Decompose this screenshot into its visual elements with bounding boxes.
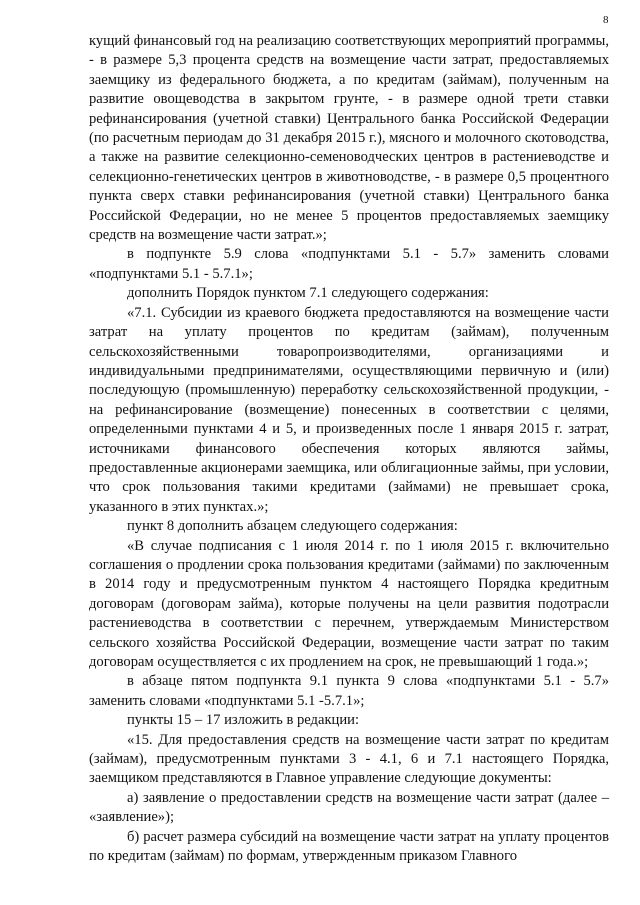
paragraph-item-b: б) расчет размера субсидий на возмещение части затрат на уплату процентов по кредитам (займам) по формам, утвержденным приказом Главного: [89, 828, 609, 865]
paragraph-point-8-text: «В случае подписания с 1 июля 2014 г. по 1 июля 2015 г. включительно соглашения о продлении срока пользования кредитами (займами) по заключенным в 2014 году и предусмотренным пунктом 4 настоящего Порядка кредитным договорам (договорам займа), которые получены на цели развития подотрасли растениеводства в соответствии с перечнем, утверждаемым Министерством сельского хозяйства Российской Федерации, возмещение части затрат по таким договорам осуществляется с их продлением на срок, не превышающий 1 года.»;: [89, 537, 609, 670]
paragraph-item-a: а) заявление о предоставлении средств на возмещение части затрат (далее – «заявление»);: [89, 789, 609, 826]
paragraph-point-15-text: «15. Для предоставления средств на возмещение части затрат по кредитам (займам), предусмотренным пунктами 3 - 4.1, 6 и 7.1 настоящего Порядка, заемщиком представляются в Главное управление следующие документы:: [89, 731, 609, 787]
paragraph-add-point-7-1: дополнить Порядок пунктом 7.1 следующего содержания:: [127, 285, 489, 302]
paragraph-points-15-17: пункты 15 – 17 изложить в редакции:: [127, 712, 360, 729]
page-number: 8: [603, 14, 609, 26]
paragraph-subpoint-5-9: в подпункте 5.9 слова «подпунктами 5.1 - 5.7» заменить словами «подпунктами 5.1 - 5.7.1»;: [89, 246, 609, 282]
paragraph-point-8-addition: пункт 8 дополнить абзацем следующего содержания:: [127, 518, 458, 535]
paragraph-subpoint-9-1: в абзаце пятом подпункта 9.1 пункта 9 слова «подпунктами 5.1 - 5.7» заменить словами «подпунктами 5.1 -5.7.1»;: [89, 673, 609, 709]
paragraph-point-7-1-text: «7.1. Субсидии из краевого бюджета предоставляются на возмещение части затрат на уплату процентов по кредитам (займам), полученным сельскохозяйственными товаропроизводителями, организациями и индивидуальными предпринимателями, осуществляющими первичную и (или) последующую (промышленную) переработку сельскохозяйственной продукции, - на рефинансирование (возмещение) понесенных в соответствии с целями, определенными пунктами 4 и 5, и произведенных после 1 января 2015 г. затрат, источниками финансового обеспечения которых являются займы, предоставленные акционерами заемщика, или облигационные займы, при условии, что срок пользования такими кредитами (займами) не превышает срока, указанного в этих пунктах.»;: [89, 304, 609, 515]
paragraph-continuation: кущий финансовый год на реализацию соответствующих мероприятий программы, - в размере 5,3 процента средств на возмещение части затрат, предоставляемых заемщику из федерального бюджета, а по кредитам (займам), полученным на развитие овощеводства в закрытом грунте, - в размере одной трети ставки рефинансирования (учетной ставки) Центрального банка Российской Федерации (по расчетным периодам до 31 декабря 2015 г.), мясного и молочного скотоводства, а также на развитие селекционно-семеноводческих центров в растениеводстве и селекционно-генетических центров в животноводстве, - в размере 0,5 процентного пункта сверх ставки рефинансирования (учетной ставки) Центрального банка Российской Федерации, но не менее 5 процентов предоставляемых заемщику средств на возмещение части затрат.»;: [89, 33, 609, 244]
document-body: [89, 32, 609, 866]
